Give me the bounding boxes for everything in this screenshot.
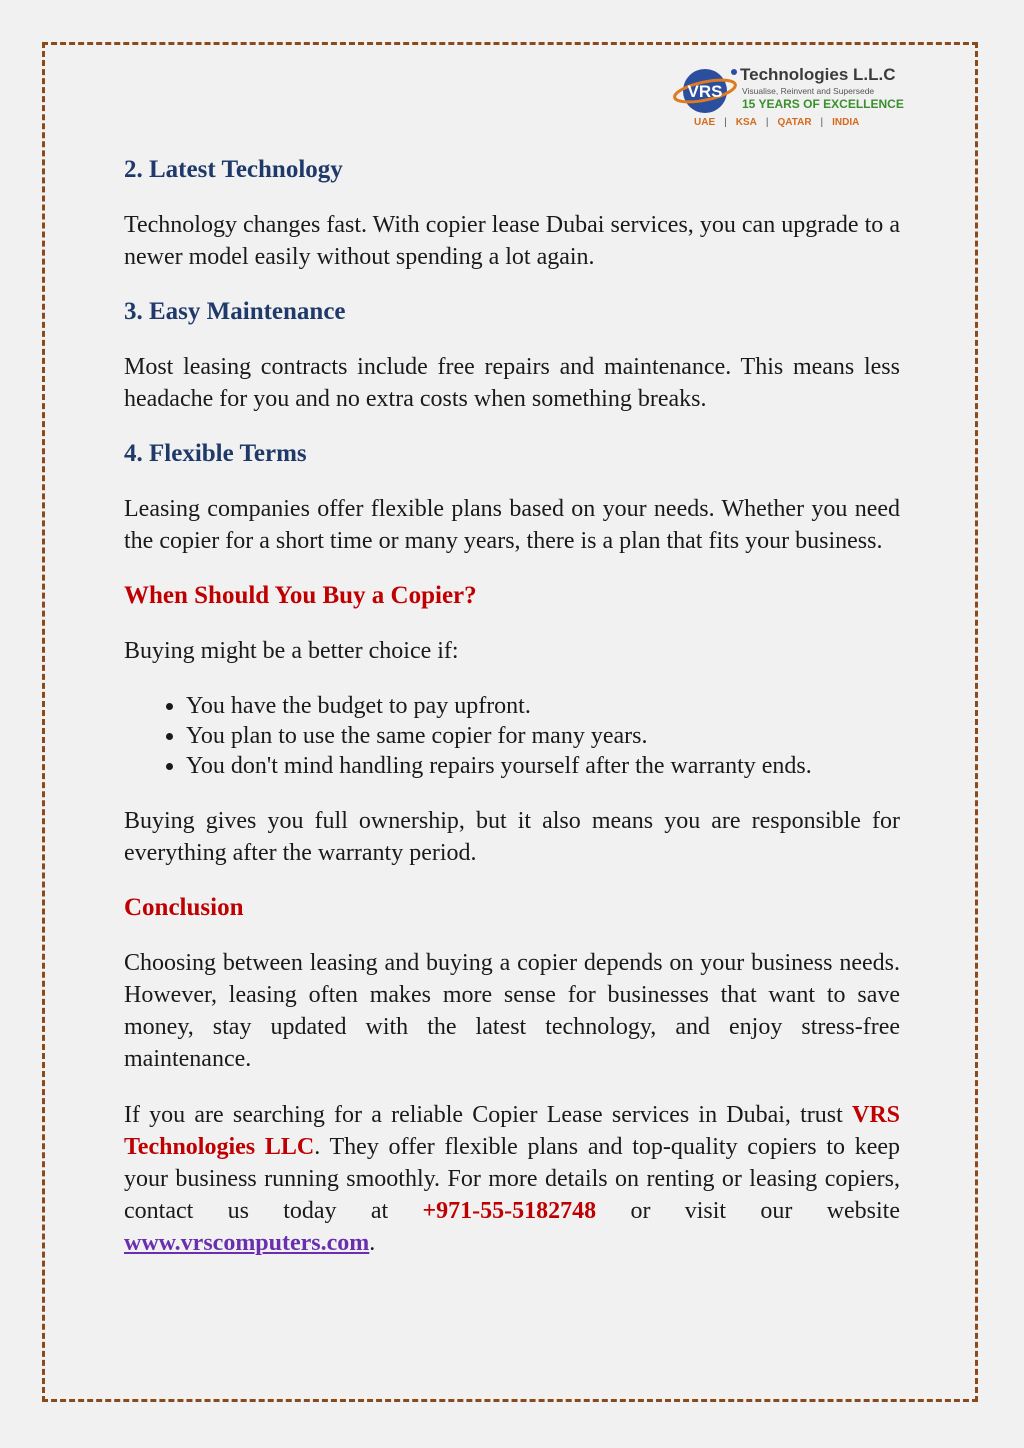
logo-tagline: Visualise, Reinvent and Supersede xyxy=(742,86,875,96)
paragraph-flexible-terms: Leasing companies offer flexible plans based on your needs. Whether you need the copier for a short time or many years, there is a plan that fits your business. xyxy=(124,496,900,554)
region-qatar: QATAR xyxy=(777,117,812,128)
heading-easy-maintenance: 3. Easy Maintenance xyxy=(124,298,346,325)
heading-when-buy: When Should You Buy a Copier? xyxy=(124,582,477,609)
heading-conclusion: Conclusion xyxy=(124,894,244,921)
region-ksa: KSA xyxy=(735,117,757,128)
logo-brand: Technologies L.L.C xyxy=(740,65,896,84)
cta-text: . xyxy=(369,1230,376,1256)
logo-years: 15 YEARS OF EXCELLENCE xyxy=(742,97,904,111)
company-logo xyxy=(672,62,902,134)
cta-text: If you are searching for a reliable Copier Lease services in Dubai, trust xyxy=(124,1102,852,1128)
website-link[interactable]: www.vrscomputers.com xyxy=(124,1230,370,1256)
list-item: • You have the budget to pay upfront. xyxy=(186,691,900,721)
phone-number[interactable]: +971-55-5182748 xyxy=(422,1198,597,1224)
paragraph-call-to-action xyxy=(124,1099,900,1259)
heading-latest-technology: 2. Latest Technology xyxy=(124,156,343,183)
paragraph-latest-technology: Technology changes fast. With copier lease Dubai services, you can upgrade to a newer model easily without spending a lot again. xyxy=(124,212,900,270)
heading-flexible-terms: 4. Flexible Terms xyxy=(124,440,307,467)
vrs-globe-icon xyxy=(672,64,738,118)
paragraph-buy-intro: Buying might be a better choice if: xyxy=(124,638,459,664)
article-body xyxy=(124,155,900,1259)
svg-text:VRS: VRS xyxy=(687,82,723,101)
region-uae: UAE xyxy=(694,117,716,128)
cta-text: or visit our website xyxy=(596,1198,900,1224)
region-india: INDIA xyxy=(832,117,860,128)
paragraph-conclusion: Choosing between leasing and buying a copier depends on your business needs. However, leasing often makes more sense for businesses that want to save money, stay updated with the latest technology, and enjoy stress-free maintenance. xyxy=(124,950,900,1072)
list-item: • You plan to use the same copier for many years. xyxy=(186,721,900,751)
paragraph-buy-outro: Buying gives you full ownership, but it also means you are responsible for everything after the warranty period. xyxy=(124,808,900,866)
logo-regions: UAE | KSA | QATAR | INDIA xyxy=(694,117,860,128)
list-item: • You don't mind handling repairs yourself after the warranty ends. xyxy=(186,751,900,781)
cta-text: . They offer flexible plans and top-quality copiers to keep your business running smoothly. For more details on renting or leasing copiers, contact us today at xyxy=(124,1134,901,1224)
buy-reasons-list xyxy=(124,691,900,781)
company-name: VRS Technologies LLC xyxy=(124,1102,900,1160)
paragraph-easy-maintenance: Most leasing contracts include free repairs and maintenance. This means less headache for you and no extra costs when something breaks. xyxy=(124,354,900,412)
